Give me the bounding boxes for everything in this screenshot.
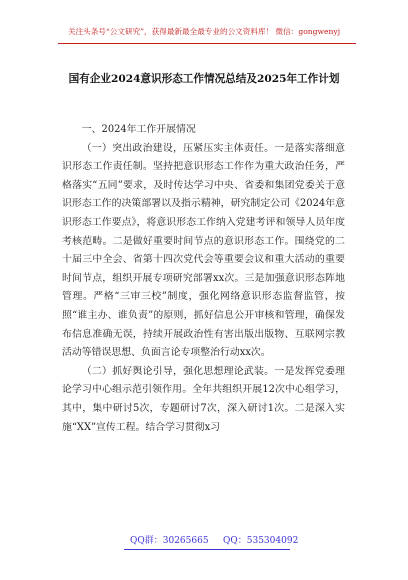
document-title: 国有企业2024意识形态工作情况总结及2025年工作计划 [68, 73, 340, 85]
footer-qq-group: QQ群：30265665 [130, 536, 209, 546]
body-paragraph: （二）抓好舆论引导，强化思想理论武装。一是发挥党委理论学习中心组示范引领作用。全年共组织开展12次中心组学习，其中，集中研讨5次，专题研讨7次，深入研讨1次。二是深入实施“XX”宣传工程。结合学习贯彻x习 [62, 365, 345, 433]
footer-underline [124, 549, 290, 550]
document-body [62, 121, 345, 437]
header-notice: 关注头条号“公文研究”，获得最新最全最专业的公文资料库！ 微信：gongwenyj [67, 27, 341, 36]
footer-qq-number: QQ：535304092 [223, 536, 299, 546]
body-paragraph: （一）突出政治建设，压紧压实主体责任。一是落实落细意识形态工作责任制。坚持把意识形态工作作为重大政治任务，严格落实“五同”要求，及时传达学习中央、省委和集团党委关于意识形态工作的决策部署以及指示精神，研究制定公司《2024年意识形态工作要点》，将意识形态工作纳入党建考评和领导人员年度考核范畴。二是做好重要时间节点的意识形态工作。围绕党的二十届三中全会、省第十四次党代会等重要会议和重大活动的重要时间节点，组织开展专项研究部署xx次。三是加强意识形态阵地管理。严格“三审三校”制度，强化网络意识形态监督监管，按照“谁主办、谁负责”的原则，抓好信息公开审核和管理，确保发布信息准确无误，持续开展政治性有害出版出版物、互联网宗教活动等错误思想、负面言论专项整治行动xx次。 [62, 142, 345, 359]
header-divider [58, 43, 356, 44]
section-heading: 一、2024年工作开展情况 [81, 124, 196, 135]
